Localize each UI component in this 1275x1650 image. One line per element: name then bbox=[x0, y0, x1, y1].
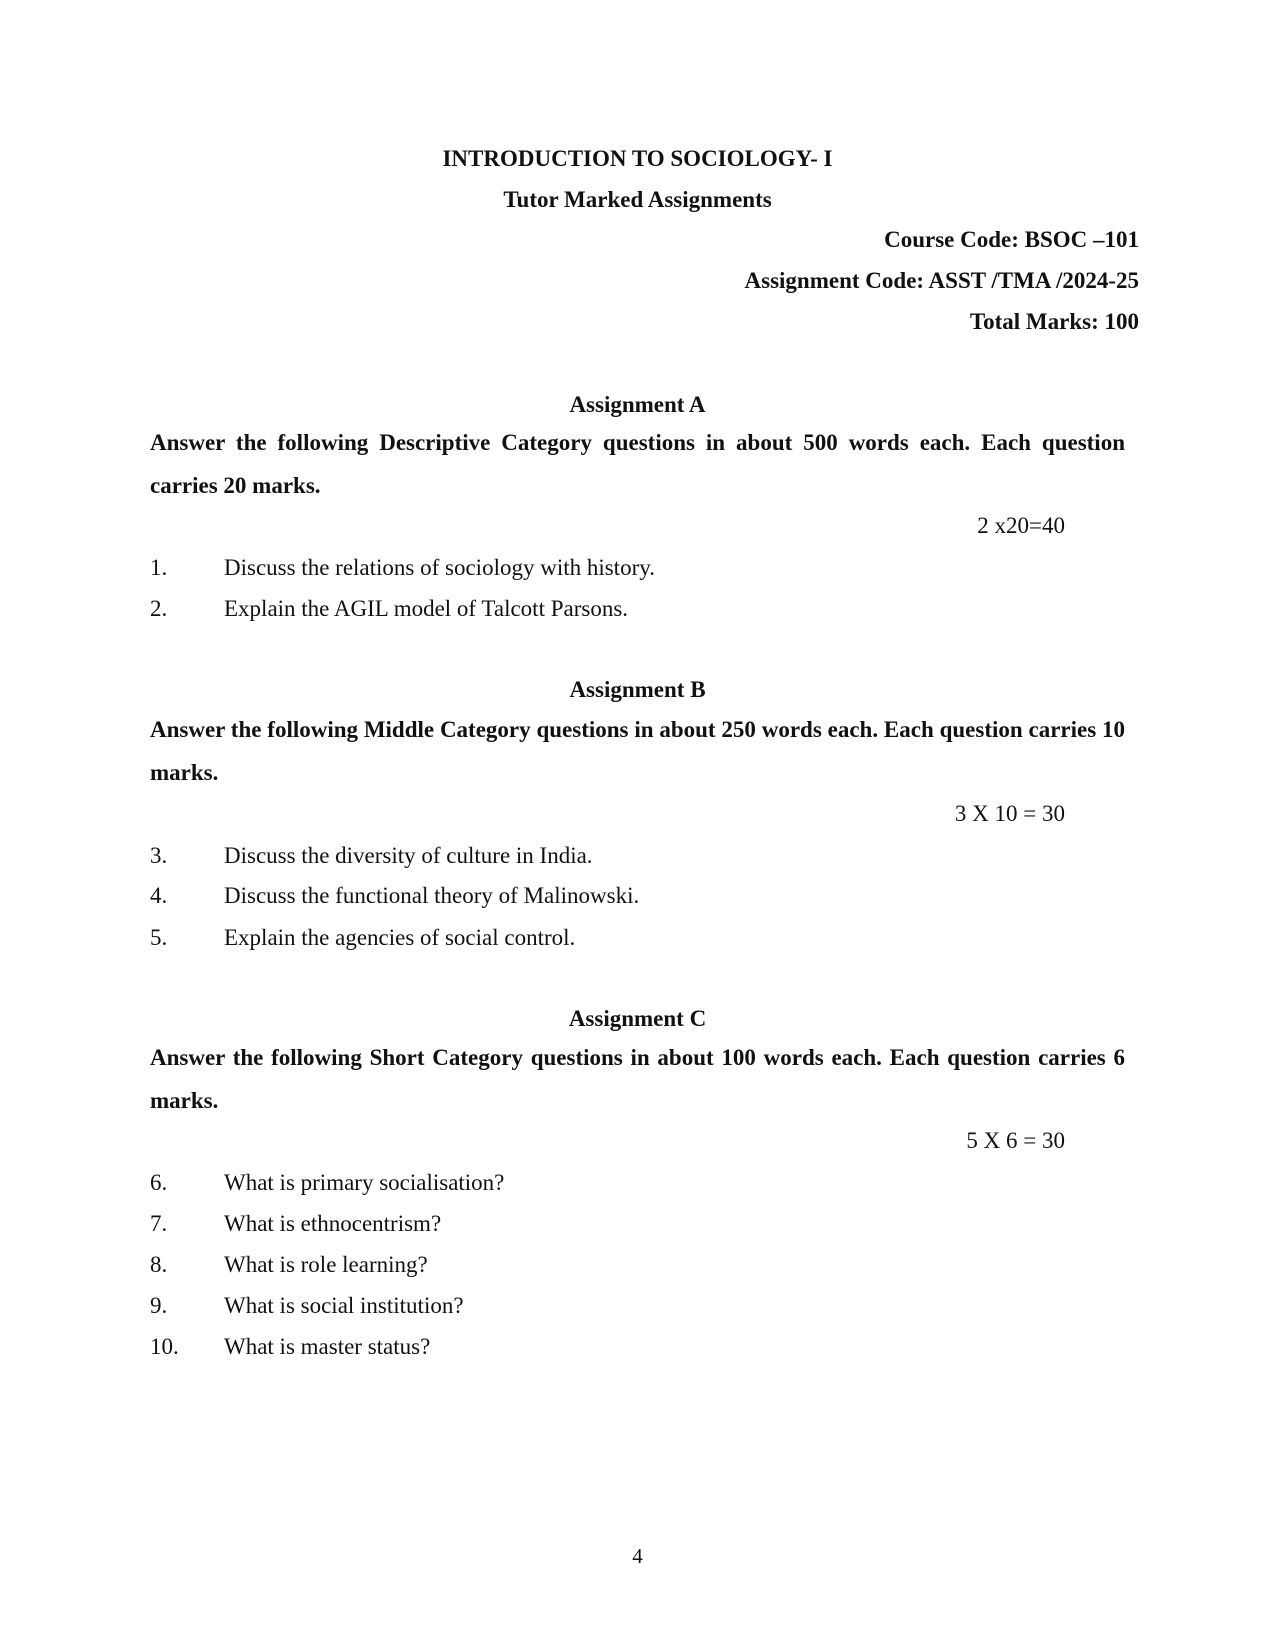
assignment-b-heading: Assignment B bbox=[569, 677, 706, 702]
question-text: Explain the agencies of social control. bbox=[224, 925, 576, 950]
question-number: 2. bbox=[150, 596, 168, 621]
question-text: What is social institution? bbox=[224, 1293, 464, 1318]
assignment-code: Assignment Code: ASST /TMA /2024-25 bbox=[744, 268, 1139, 293]
total-marks: Total Marks: 100 bbox=[969, 309, 1139, 334]
question-text: Discuss the relations of sociology with history. bbox=[224, 555, 655, 580]
assignment-a-marks: 2 x20=40 bbox=[977, 513, 1065, 538]
question-number: 9. bbox=[150, 1293, 168, 1318]
question-text: What is master status? bbox=[224, 1334, 431, 1359]
question-number: 5. bbox=[150, 925, 168, 950]
question-text: What is primary socialisation? bbox=[224, 1170, 505, 1195]
assignment-a-heading: Assignment A bbox=[569, 392, 706, 417]
question-number: 7. bbox=[150, 1211, 168, 1236]
assignment-b-marks: 3 X 10 = 30 bbox=[954, 801, 1065, 826]
assignment-c-heading: Assignment C bbox=[568, 1006, 707, 1031]
question-number: 4. bbox=[150, 883, 168, 908]
document-subtitle: Tutor Marked Assignments bbox=[503, 187, 772, 212]
question-number: 3. bbox=[150, 843, 168, 868]
question-text: Explain the AGIL model of Talcott Parsons. bbox=[224, 596, 629, 621]
assignment-c-instruction: Answer the following Short Category questions in about 100 words each. Each question carries 6 marks. bbox=[150, 1045, 1125, 1113]
question-text: Discuss the functional theory of Malinowski. bbox=[224, 883, 640, 908]
question-text: What is ethnocentrism? bbox=[224, 1211, 442, 1236]
assignment-a-instruction: Answer the following Descriptive Category questions in about 500 words each. Each question carries 20 marks. bbox=[150, 430, 1125, 498]
page-number: 4 bbox=[632, 1544, 643, 1568]
course-code: Course Code: BSOC –101 bbox=[884, 227, 1139, 252]
question-number: 1. bbox=[150, 555, 168, 580]
question-number: 10. bbox=[150, 1334, 179, 1359]
question-number: 8. bbox=[150, 1252, 168, 1277]
document-title: INTRODUCTION TO SOCIOLOGY- I bbox=[442, 146, 833, 171]
question-number: 6. bbox=[150, 1170, 168, 1195]
assignment-b-instruction: Answer the following Middle Category questions in about 250 words each. Each question carries 10 marks. bbox=[150, 717, 1125, 785]
assignment-c-marks: 5 X 6 = 30 bbox=[966, 1128, 1065, 1153]
question-text: What is role learning? bbox=[224, 1252, 428, 1277]
question-text: Discuss the diversity of culture in India. bbox=[224, 843, 593, 868]
